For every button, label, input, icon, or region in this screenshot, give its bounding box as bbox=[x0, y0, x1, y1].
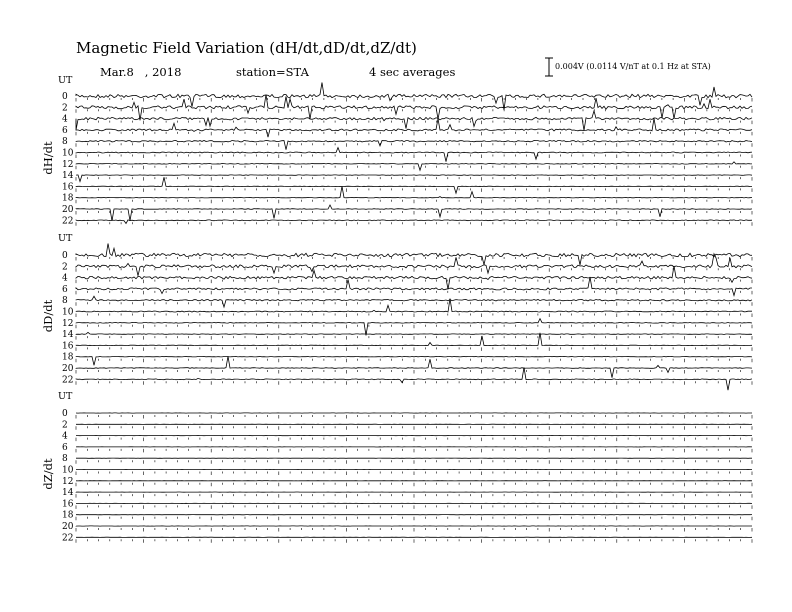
time-ticks bbox=[76, 222, 752, 226]
ut-label: UT bbox=[58, 233, 73, 244]
time-ticks bbox=[76, 460, 752, 464]
hour-label: 4 bbox=[62, 114, 68, 125]
station-label: station=STA bbox=[236, 65, 309, 79]
trace-0h bbox=[76, 244, 752, 266]
hour-label: 6 bbox=[62, 442, 68, 453]
time-ticks bbox=[76, 517, 752, 521]
trace-14h bbox=[76, 332, 752, 334]
hour-label: 8 bbox=[62, 296, 68, 307]
time-ticks bbox=[76, 132, 752, 136]
time-ticks bbox=[76, 449, 752, 453]
hour-label: 16 bbox=[62, 499, 74, 510]
scale-label: 0.004V (0.0114 V/nT at 0.1 Hz at STA) bbox=[555, 62, 711, 71]
hour-label: 18 bbox=[62, 193, 74, 204]
time-ticks bbox=[76, 268, 752, 272]
ut-label: UT bbox=[58, 75, 73, 86]
time-ticks bbox=[76, 314, 752, 318]
time-ticks bbox=[76, 347, 752, 351]
time-ticks bbox=[76, 505, 752, 509]
scale-bar bbox=[545, 58, 553, 76]
time-ticks bbox=[76, 381, 752, 385]
time-ticks bbox=[76, 98, 752, 102]
hour-label: 10 bbox=[62, 148, 74, 159]
hour-label: 2 bbox=[62, 420, 68, 431]
hour-label: 20 bbox=[62, 522, 74, 532]
time-ticks bbox=[76, 257, 752, 261]
hour-label: 20 bbox=[62, 364, 74, 374]
hour-label: 6 bbox=[62, 125, 68, 136]
time-ticks bbox=[76, 325, 752, 329]
hour-label: 20 bbox=[62, 205, 74, 215]
time-ticks bbox=[76, 155, 752, 159]
chart-title: Magnetic Field Variation (dH/dt,dD/dt,dZ/dt) bbox=[76, 39, 417, 57]
hour-label: 22 bbox=[62, 216, 74, 227]
component-label: dD/dt bbox=[41, 299, 55, 333]
hour-label: 2 bbox=[62, 103, 68, 114]
time-ticks bbox=[76, 494, 752, 498]
time-ticks bbox=[76, 302, 752, 306]
trace-0h bbox=[76, 83, 752, 110]
hour-label: 6 bbox=[62, 284, 68, 295]
hour-label: 10 bbox=[62, 465, 74, 476]
hour-label: 0 bbox=[62, 251, 68, 261]
hour-label: 4 bbox=[62, 431, 68, 442]
hour-label: 0 bbox=[62, 409, 68, 419]
panel-1 bbox=[41, 233, 752, 390]
time-ticks bbox=[76, 336, 752, 340]
time-ticks bbox=[76, 472, 752, 476]
hour-label: 22 bbox=[62, 533, 74, 544]
time-ticks bbox=[76, 483, 752, 487]
hour-label: 16 bbox=[62, 182, 74, 193]
panel-0 bbox=[41, 75, 752, 226]
hour-label: 12 bbox=[62, 318, 74, 329]
time-ticks bbox=[76, 188, 752, 192]
time-ticks bbox=[76, 539, 752, 543]
time-ticks bbox=[76, 280, 752, 284]
time-ticks bbox=[76, 426, 752, 430]
hour-label: 8 bbox=[62, 454, 68, 465]
time-ticks bbox=[76, 415, 752, 419]
ut-label: UT bbox=[58, 391, 73, 402]
time-ticks bbox=[76, 370, 752, 374]
date-label: Mar.8 , 2018 bbox=[100, 65, 182, 79]
time-ticks bbox=[76, 166, 752, 170]
hour-label: 14 bbox=[62, 330, 74, 341]
time-ticks bbox=[76, 177, 752, 181]
hour-label: 14 bbox=[62, 171, 74, 182]
hour-label: 10 bbox=[62, 307, 74, 318]
hour-label: 8 bbox=[62, 137, 68, 148]
time-ticks bbox=[76, 200, 752, 204]
hour-label: 2 bbox=[62, 262, 68, 273]
averaging-label: 4 sec averages bbox=[369, 65, 456, 79]
panel-2 bbox=[41, 391, 752, 543]
hour-label: 12 bbox=[62, 159, 74, 170]
hour-label: 16 bbox=[62, 341, 74, 352]
hour-label: 0 bbox=[62, 92, 68, 102]
time-ticks bbox=[76, 143, 752, 147]
time-ticks bbox=[76, 438, 752, 442]
time-ticks bbox=[76, 291, 752, 295]
time-ticks bbox=[76, 121, 752, 125]
hour-label: 12 bbox=[62, 476, 74, 487]
hour-label: 4 bbox=[62, 273, 68, 284]
hour-label: 22 bbox=[62, 375, 74, 386]
time-ticks bbox=[76, 211, 752, 215]
hour-label: 18 bbox=[62, 510, 74, 521]
component-label: dH/dt bbox=[41, 141, 55, 175]
trace-18h bbox=[76, 186, 752, 198]
time-ticks bbox=[76, 359, 752, 363]
component-label: dZ/dt bbox=[41, 458, 55, 490]
hour-label: 14 bbox=[62, 488, 74, 499]
time-ticks bbox=[76, 109, 752, 113]
time-ticks bbox=[76, 528, 752, 532]
hour-label: 18 bbox=[62, 352, 74, 363]
